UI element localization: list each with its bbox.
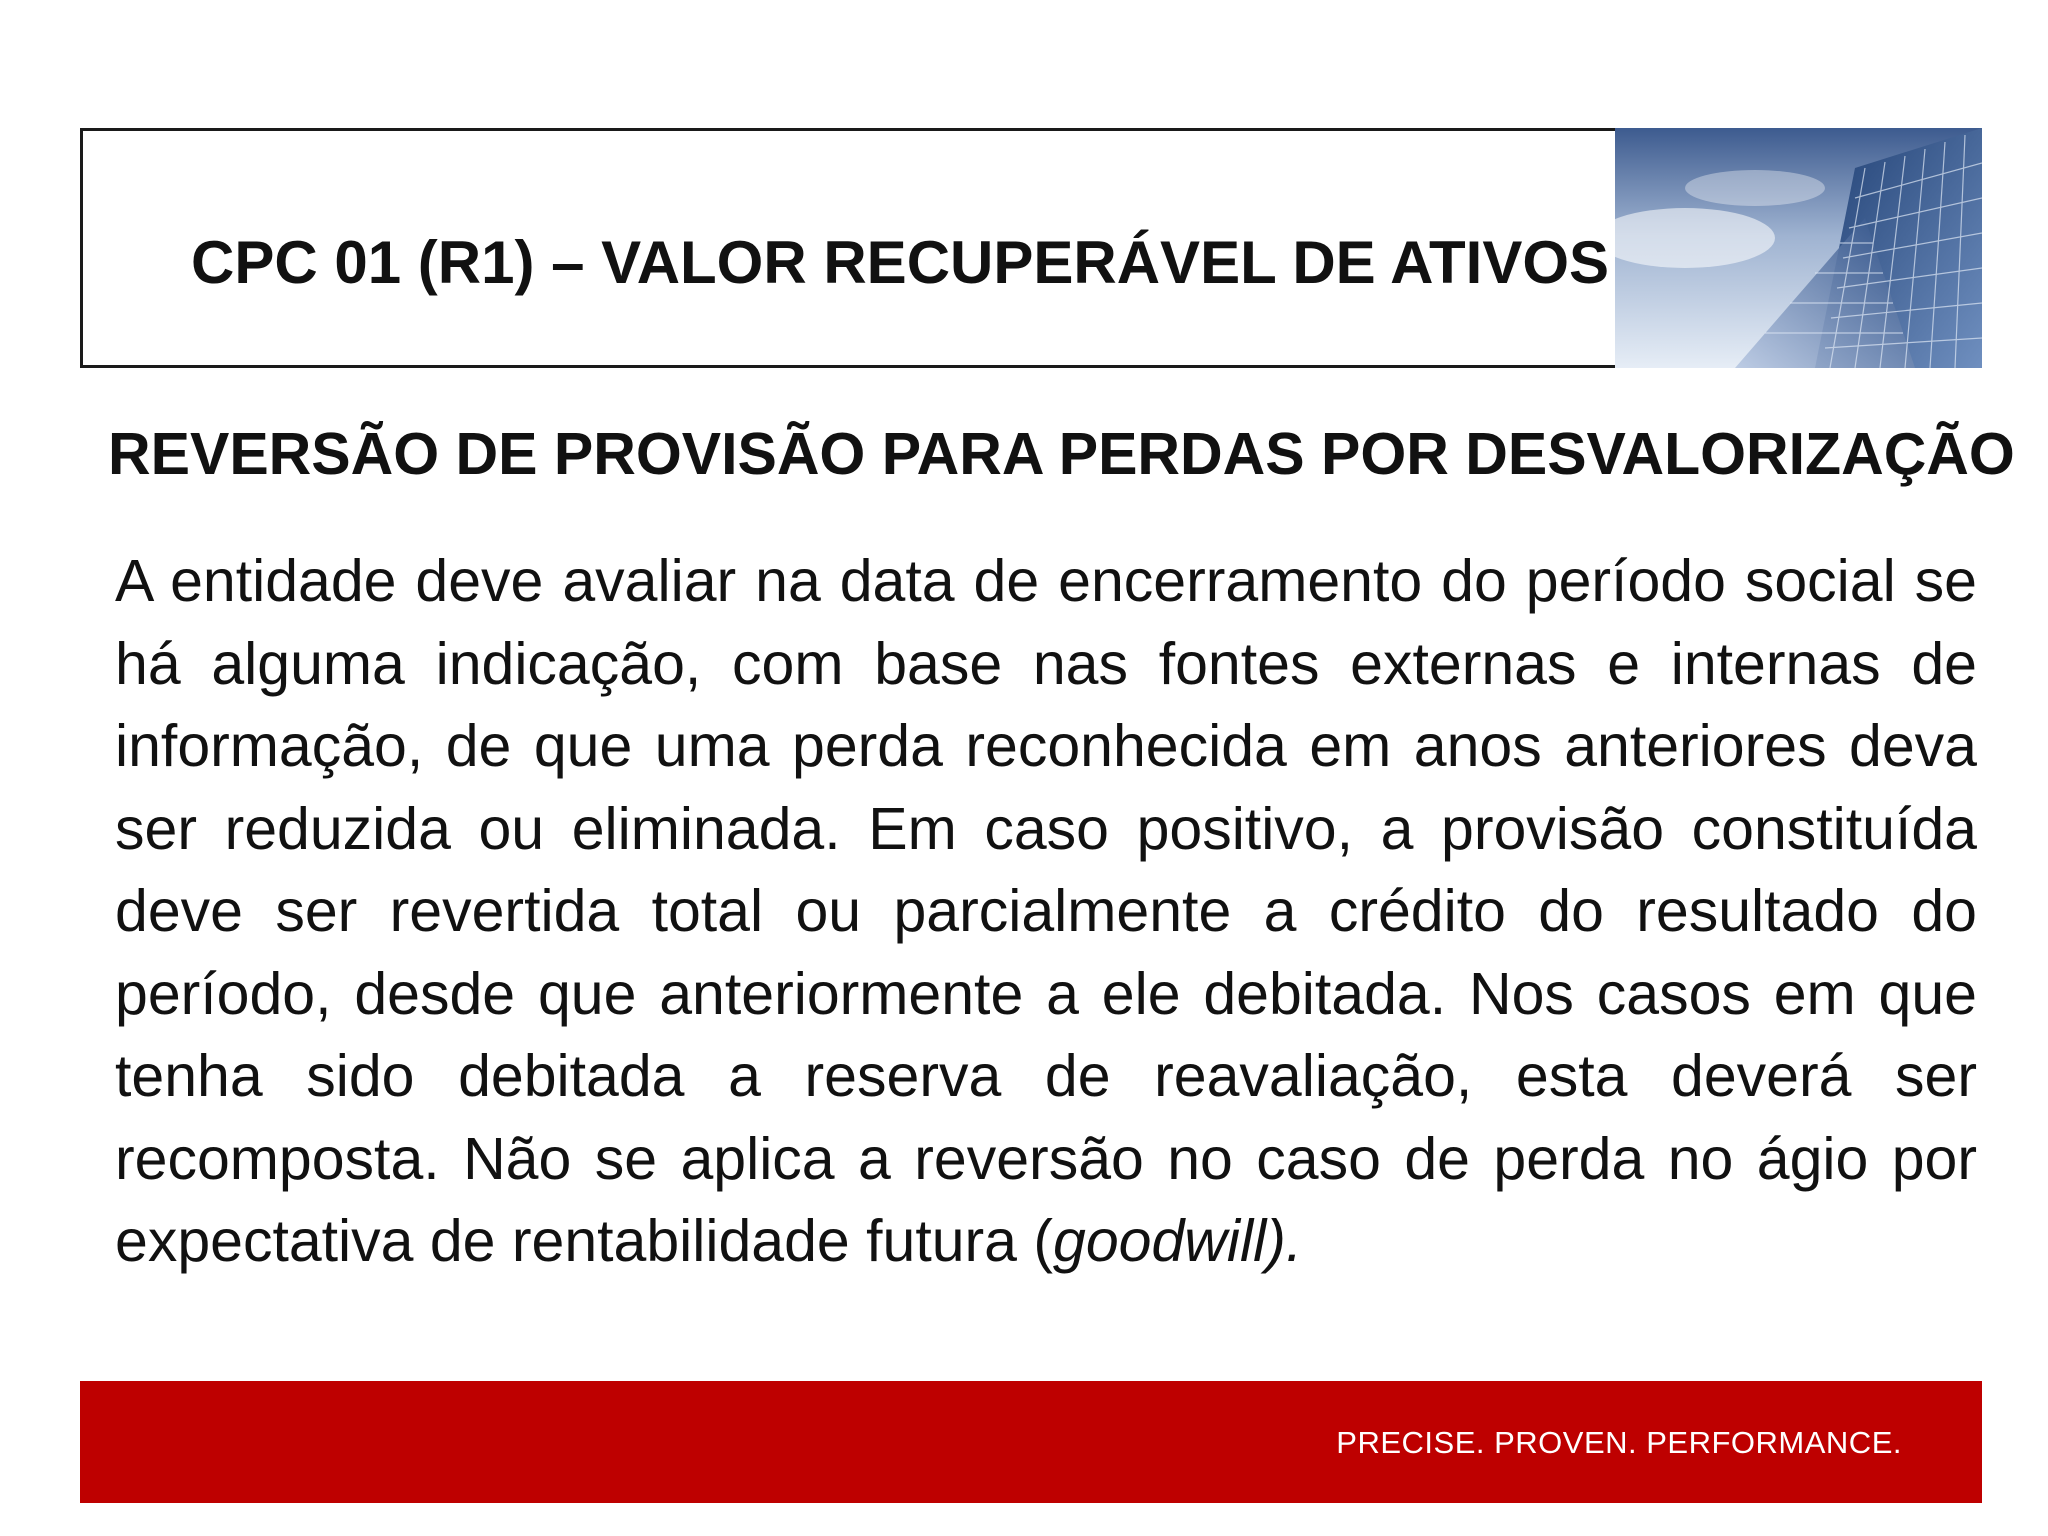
body-text-main: A entidade deve avaliar na data de encerramento do período social se há alguma indicação, com base nas fontes externas e internas de informação, de que uma perda reconhecida em anos anteriores deva ser reduzida ou eliminada. Em caso positivo, a provisão constituída deve ser revertida total ou parcialmente a crédito do resultado do período, desde que anteriormente a ele debitada. Nos casos em que tenha sido debitada a reserva de reavaliação, esta deverá ser recomposta. Não se aplica a reversão no caso de perda no ágio por expectativa de rentabilidade futura (: [115, 548, 1977, 1274]
body-paragraph: [115, 540, 1977, 1283]
goodwill-emphasis: goodwill).: [1053, 1208, 1303, 1274]
slide-title: CPC 01 (R1) – VALOR RECUPERÁVEL DE ATIVOS: [191, 229, 1610, 296]
section-heading: REVERSÃO DE PROVISÃO PARA PERDAS POR DESVALORIZAÇÃO: [108, 421, 2015, 487]
footer-bar: [80, 1381, 1982, 1503]
glass-building-image: [1615, 128, 1982, 368]
footer-tagline: PRECISE. PROVEN. PERFORMANCE.: [1336, 1425, 1902, 1460]
